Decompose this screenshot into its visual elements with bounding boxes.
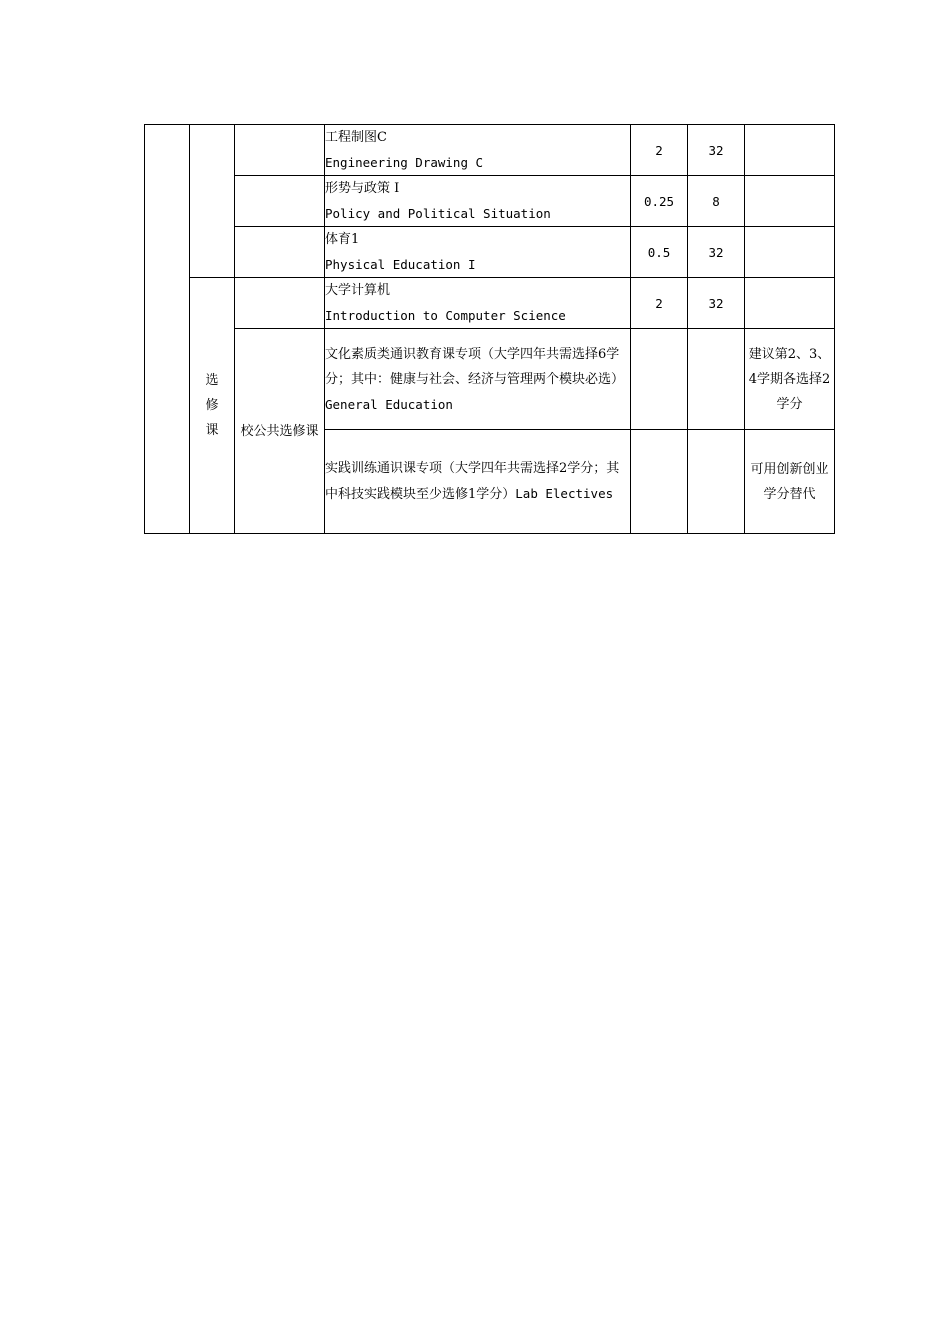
hours-cell: 32 <box>688 125 745 176</box>
subcategory-cell-empty <box>190 125 235 278</box>
course-name-cell <box>325 329 631 430</box>
course-name-en: Lab Electives <box>515 486 614 501</box>
course-name-cell <box>325 278 631 329</box>
elective-char-2: 修 <box>205 398 219 413</box>
course-table <box>144 124 835 534</box>
course-name-cn: 工程制图C <box>325 130 387 145</box>
course-name-cell <box>325 125 631 176</box>
elective-char-3: 课 <box>205 423 219 438</box>
module-cell <box>235 125 325 176</box>
public-elective-cell: 校公共选修课 <box>235 329 325 534</box>
course-name-cn: 大学计算机 <box>325 283 391 298</box>
table-row <box>145 278 835 329</box>
note-cell: 可用创新创业学分替代 <box>745 430 835 534</box>
course-name-cell <box>325 227 631 278</box>
course-name-cell <box>325 430 631 534</box>
note-cell <box>745 278 835 329</box>
hours-cell <box>688 329 745 430</box>
note-cell: 建议第2、3、4学期各选择2学分 <box>745 329 835 430</box>
course-name-en: General Education <box>325 396 453 412</box>
note-cell <box>745 227 835 278</box>
category-cell-empty <box>145 125 190 534</box>
hours-cell: 32 <box>688 278 745 329</box>
credit-cell: 2 <box>631 125 688 176</box>
elective-char-1: 选 <box>205 373 219 388</box>
elective-category-cell <box>190 278 235 534</box>
course-name-cn: 实践训练通识课专项（大学四年共需选择2学分；其中科技实践模块至少选修1学分） <box>325 461 620 502</box>
table-row <box>145 125 835 176</box>
table-row <box>145 176 835 227</box>
module-cell <box>235 278 325 329</box>
course-name-cell <box>325 176 631 227</box>
module-cell <box>235 227 325 278</box>
credit-cell <box>631 329 688 430</box>
note-cell <box>745 176 835 227</box>
table-row <box>145 227 835 278</box>
module-cell <box>235 176 325 227</box>
course-name-en: Policy and Political Situation <box>325 206 551 221</box>
hours-cell: 32 <box>688 227 745 278</box>
course-name-cn: 形势与政策 I <box>325 181 400 196</box>
table-row <box>145 329 835 430</box>
credit-cell: 0.25 <box>631 176 688 227</box>
elective-category-label <box>190 368 234 443</box>
hours-cell <box>688 430 745 534</box>
credit-cell <box>631 430 688 534</box>
course-name-cn: 文化素质类通识教育课专项（大学四年共需选择6学分；其中：健康与社会、经济与管理两个模块必选） <box>325 346 625 387</box>
course-name-en: Introduction to Computer Science <box>325 308 566 323</box>
hours-cell: 8 <box>688 176 745 227</box>
course-name-cn: 体育1 <box>325 232 360 247</box>
note-cell <box>745 125 835 176</box>
credit-cell: 0.5 <box>631 227 688 278</box>
course-name-en: Engineering Drawing C <box>325 155 484 170</box>
credit-cell: 2 <box>631 278 688 329</box>
course-name-en: Physical Education I <box>325 257 476 272</box>
